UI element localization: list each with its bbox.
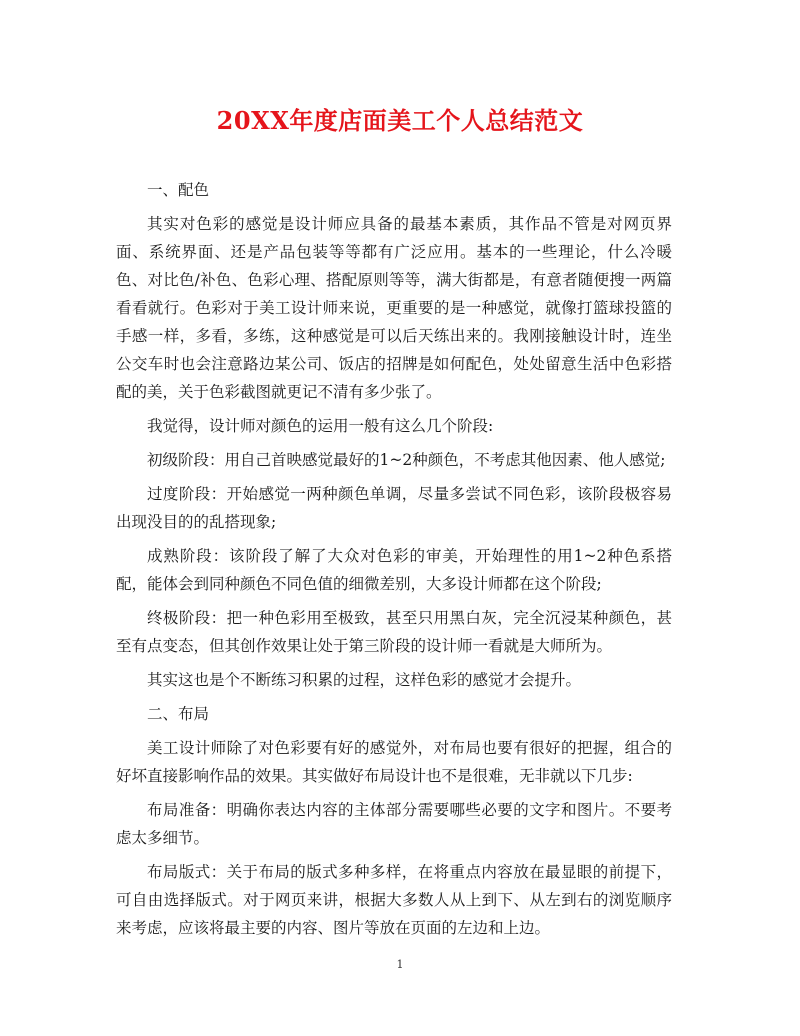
paragraph: 其实对色彩的感觉是设计师应具备的最基本素质，其作品不管是对网页界面、系统界面、还是产品包装等等都有广泛应用。基本的一些理论，什么冷暖色、对比色/补色、色彩心理、搭配原则等等，满大街都是，有意者随便搜一两篇看看就行。色彩对于美工设计师来说，更重要的是一种感觉，就像打篮球投篮的手感一样，多看，多练，这种感觉是可以后天练出来的。我刚接触设计时，连坐公交车时也会注意路边某公司、饭店的招牌是如何配色，处处留意生活中色彩搭配的美，关于色彩截图就更记不清有多少张了。 xyxy=(116,215,672,401)
paragraph: 美工设计师除了对色彩要有好的感觉外，对布局也要有很好的把握，组合的好坏直接影响作品的效果。其实做好布局设计也不是很难，无非就以下几步: xyxy=(116,739,672,785)
paragraph: 布局版式：关于布局的版式多种多样，在将重点内容放在最显眼的前提下，可自由选择版式。对于网页来讲，根据大多数人从上到下、从左到右的浏览顺序来考虑，应该将最主要的内容、图片等放在页面的左边和上边。 xyxy=(116,863,672,937)
paragraph: 终极阶段：把一种色彩用至极致，甚至只用黑白灰，完全沉浸某种颜色，甚至有点变态，但其创作效果让处于第三阶段的设计师一看就是大师所为。 xyxy=(116,609,672,655)
paragraph: 布局准备：明确你表达内容的主体部分需要哪些必要的文字和图片。不要考虑太多细节。 xyxy=(116,801,672,847)
section-heading-color: 一、配色 xyxy=(147,181,210,199)
document-body xyxy=(116,176,672,948)
paragraph: 成熟阶段：该阶段了解了大众对色彩的审美，开始理性的用1~2种色系搭配，能体会到同种颜色不同色值的细微差别，大多设计师都在这个阶段; xyxy=(116,547,672,593)
paragraph: 过度阶段：开始感觉一两种颜色单调，尽量多尝试不同色彩，该阶段极容易出现没目的的乱搭现象; xyxy=(116,485,672,531)
paragraph: 初级阶段：用自己首映感觉最好的1~2种颜色，不考虑其他因素、他人感觉; xyxy=(147,451,666,469)
document-title: 20XX年度店面美工个人总结范文 xyxy=(216,106,584,135)
section-heading-layout: 二、布局 xyxy=(147,705,210,723)
page-number: 1 xyxy=(396,958,404,971)
paragraph: 其实这也是个不断练习积累的过程，这样色彩的感觉才会提升。 xyxy=(147,671,582,689)
paragraph: 我觉得，设计师对颜色的运用一般有这么几个阶段: xyxy=(147,417,494,435)
